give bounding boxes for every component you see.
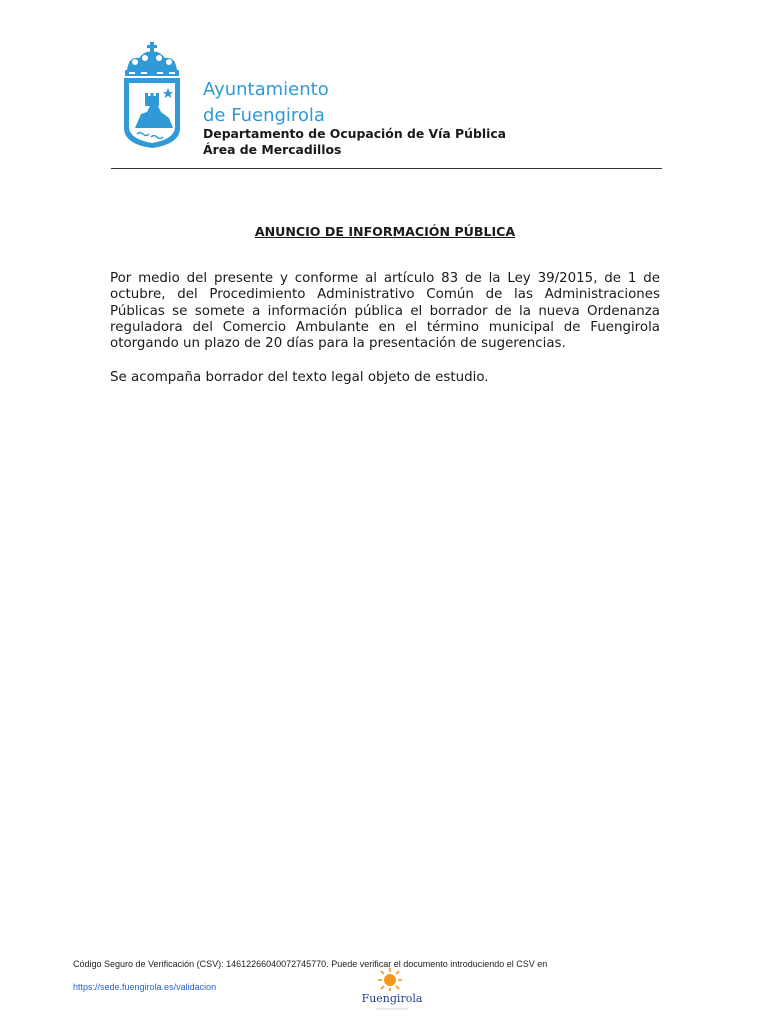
document-title: ANUNCIO DE INFORMACIÓN PÚBLICA	[254, 224, 516, 239]
fuengirola-crest-icon	[121, 42, 183, 148]
header-divider	[111, 168, 662, 169]
brand-name-line1: Ayuntamiento	[203, 79, 329, 100]
brand-name-line2: de Fuengirola	[203, 105, 325, 126]
footer-logo-text: Fuengirola	[361, 992, 423, 1005]
area-name: Área de Mercadillos	[203, 142, 342, 157]
csv-verification-text: Código Seguro de Verificación (CSV): 14612266040072745770. Puede verificar el documento introduciendo el CSV en	[73, 959, 548, 969]
validation-link[interactable]: https://sede.fuengirola.es/validacion	[73, 982, 217, 992]
attachment-note-paragraph: Se acompaña borrador del texto legal objeto de estudio.	[110, 370, 489, 385]
announcement-paragraph: Por medio del presente y conforme al artículo 83 de la Ley 39/2015, de 1 de octubre, del Procedimiento Administrativo Común de las Administraciones Públicas se somete a información pública el borrador de la nueva Ordenanza reguladora del Comercio Ambulante en el término municipal de Fuengirola otorgando un plazo de 20 días para la presentación de sugerencias.	[110, 271, 660, 352]
department-name: Departamento de Ocupación de Vía Pública	[203, 126, 507, 141]
sun-logo-icon	[352, 968, 432, 1014]
